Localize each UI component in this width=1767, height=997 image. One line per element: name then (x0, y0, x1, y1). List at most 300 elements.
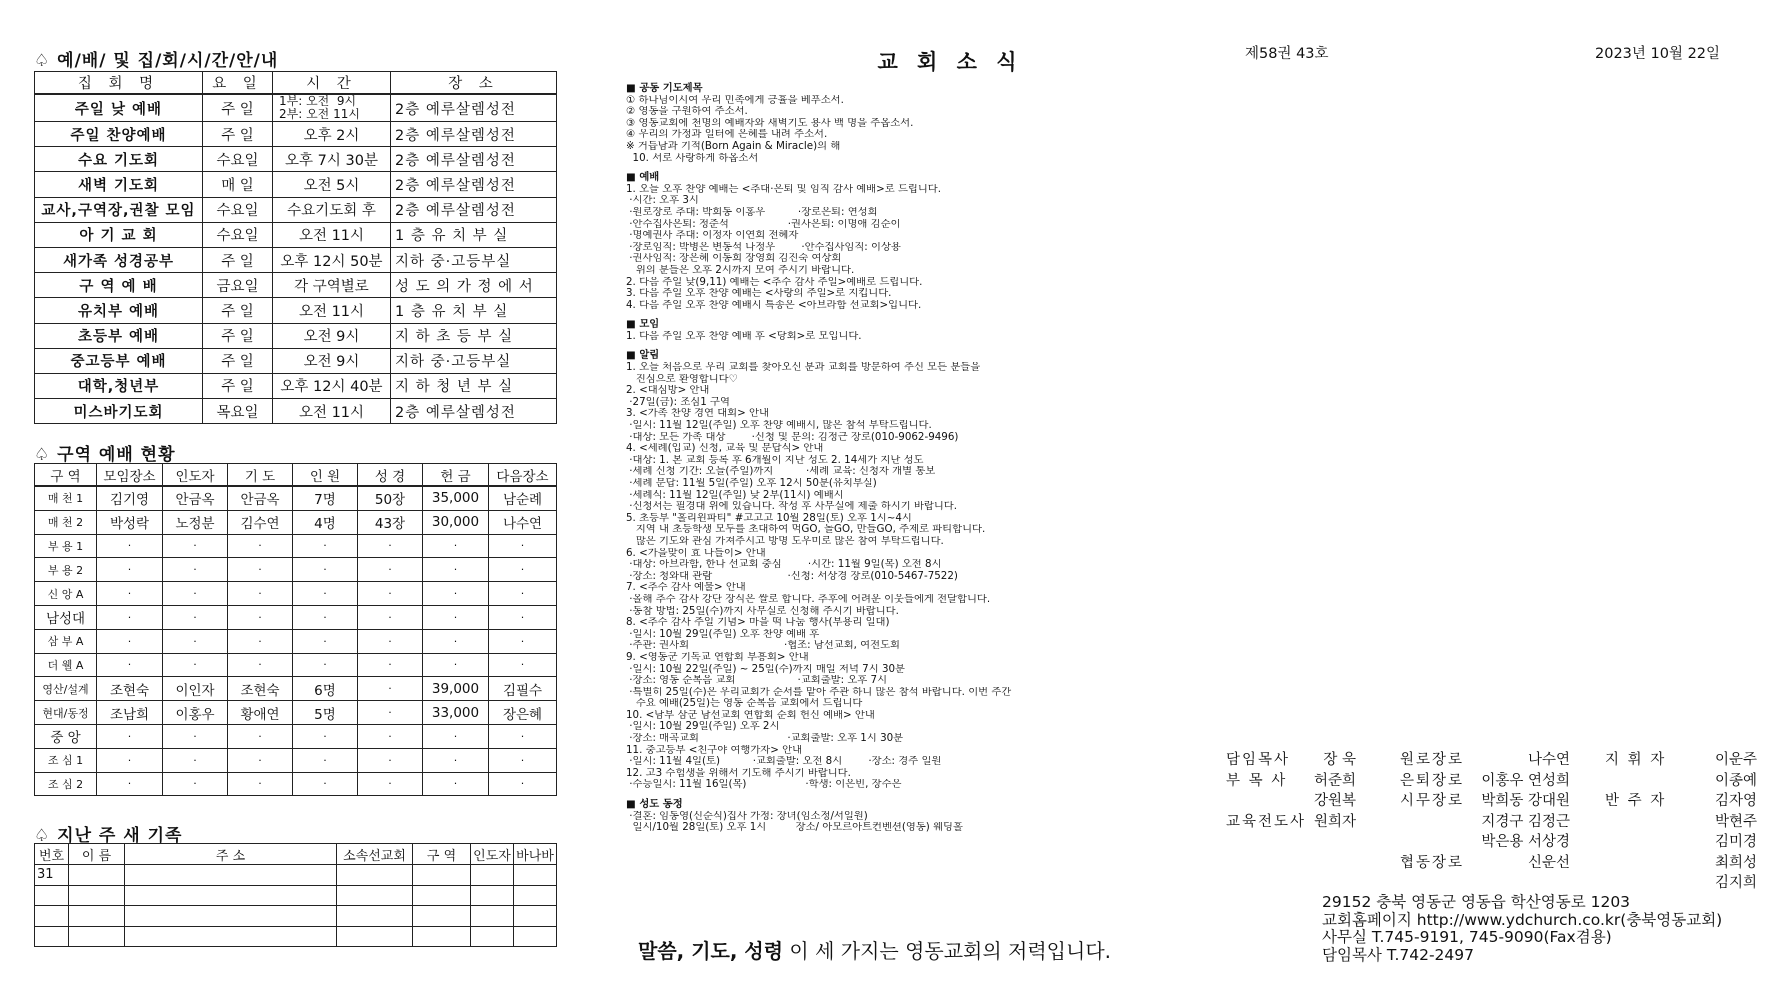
news-line: ·주관: 권사회 ·협조: 남선교회, 여전도회 (626, 640, 900, 652)
news-line: ·안수집사은퇴: 정준석 ·권사은퇴: 이명애 김순이 (626, 218, 901, 230)
district-cell: 김기영 (97, 486, 163, 510)
district-cell: · (163, 653, 228, 677)
news-line: 1. 오늘 오후 찬양 예배는 <추대·은퇴 및 임직 감사 예배>로 드립니다. (626, 183, 942, 195)
newcomer-cell (69, 906, 125, 927)
worship-row (35, 172, 557, 197)
news-title: 교 회 소 식 (877, 50, 1023, 74)
news-section (626, 799, 1126, 834)
worship-header-cell: 장 소 (391, 72, 557, 95)
newcomer-cell (337, 906, 413, 927)
meeting-time: 오전 9시 (273, 323, 391, 348)
meeting-time: 각 구역별로 (273, 273, 391, 298)
newcomer-cell (35, 926, 69, 947)
address-line: 교회홈페이지 http://www.ydchurch.co.kr(충북영동교회) (1322, 910, 1723, 929)
news-line: ·권사임직: 장은혜 이동희 장영희 김진숙 여상희 (626, 253, 842, 265)
district-cell: 부 용 2 (35, 558, 97, 582)
meeting-day: 주 일 (203, 323, 273, 348)
worship-header-cell: 집 회 명 (35, 72, 203, 95)
district-cell: · (489, 605, 557, 629)
staff-row (1400, 810, 1570, 831)
district-cell: 부 용 1 (35, 534, 97, 558)
staff-name: 장 욱 (1323, 752, 1356, 768)
staff-row (1605, 871, 1757, 892)
district-cell: · (489, 558, 557, 582)
meeting-day: 주 일 (203, 348, 273, 373)
meeting-name: 구 역 예 배 (35, 273, 203, 298)
newcomer-cell (514, 885, 557, 906)
meeting-place: 지 하 초 등 부 실 (391, 323, 557, 348)
address-line: 사무실 T.745-9191, 745-9090(Fax겸용) (1322, 928, 1612, 946)
newcomer-cell (337, 885, 413, 906)
meeting-time: 1부: 오전 9시 2부: 오전 11시 (273, 94, 391, 122)
district-cell: 삼 부 A (35, 629, 97, 653)
meeting-time: 오후 2시 (273, 122, 391, 147)
district-header-cell: 모임장소 (97, 464, 163, 487)
district-cell: · (163, 629, 228, 653)
newcomer-cell (35, 885, 69, 906)
meeting-name: 대학,청년부 (35, 373, 203, 398)
news-line: 3. <가족 찬양 경연 대회> 안내 (626, 408, 769, 420)
news-line: ·장소: 매곡교회 ·교회출발: 오후 1시 30분 (626, 733, 904, 745)
news-line: 지역 내 초등학생 모두를 초대하여 먹GO, 놀GO, 만들GO, 주제로 파티합니다. (626, 524, 986, 536)
newcomer-cell (514, 906, 557, 927)
staff-pastors (1226, 748, 1356, 830)
news-line: ·대상: 모든 가족 대상 ·신청 및 문의: 김정근 장로(010-9062-9496) (626, 431, 959, 443)
district-cell: · (293, 772, 358, 796)
meeting-time: 오전 11시 (273, 298, 391, 323)
newcomer-cell (471, 906, 514, 927)
district-cell: · (423, 558, 489, 582)
meeting-name: 유치부 예배 (35, 298, 203, 323)
news-line: ·올해 추수 감사 강단 장식은 쌀로 합니다. 추후에 어려운 이웃들에게 전달합니다. (626, 593, 991, 605)
meeting-time: 오후 12시 50분 (273, 247, 391, 272)
district-cell: · (358, 558, 423, 582)
district-cell: · (163, 534, 228, 558)
news-line: ·결혼: 임동영(신순식)집사 가정: 장녀(임소정/서일원) (626, 810, 868, 822)
district-cell: 35,000 (423, 486, 489, 510)
news-line: 2. 다음 주일 낮(9,11) 예배는 <추수 감사 주일>예배로 드립니다. (626, 276, 923, 288)
news-line: 일시/10월 28일(토) 오후 1시 장소/ 아모르아트컨벤션(영동) 웨딩홀 (626, 822, 963, 834)
staff-row (1400, 789, 1570, 810)
news-line: 7. <추수 감사 예물> 안내 (626, 582, 746, 594)
meeting-time: 오전 9시 (273, 348, 391, 373)
newcomer-row (35, 865, 557, 886)
staff-row (1605, 830, 1757, 851)
news-line: 1. 오늘 처음으로 우리 교회를 찾아오신 분과 교회를 방문하여 주신 모든 분들을 (626, 362, 981, 374)
news-section-heading: ■ 알림 (626, 349, 660, 362)
news-line: 10. 서로 사랑하게 하옵소서 (626, 152, 759, 164)
district-row (35, 629, 557, 653)
news-line: ·세례식: 11월 12일(주일) 낮 2부(11시) 예배시 (626, 489, 844, 501)
district-cell: 조현숙 (97, 677, 163, 701)
newcomer-header-cell: 구 역 (413, 844, 471, 865)
district-cell: · (293, 534, 358, 558)
news-line: 11. 중고등부 <친구야 여행가자> 안내 (626, 744, 803, 756)
address-line: 29152 충북 영동군 영동읍 학산영동로 1203 (1322, 893, 1631, 911)
meeting-place: 2층 예루살렘성전 (391, 172, 557, 197)
staff-name: 원희자 (1313, 813, 1356, 830)
staff-row (1605, 748, 1757, 769)
district-cell: · (423, 629, 489, 653)
church-news (626, 80, 1126, 842)
district-header-cell: 인도자 (163, 464, 228, 487)
district-cell: · (163, 605, 228, 629)
district-cell: 5명 (293, 701, 358, 725)
district-cell: 장은혜 (489, 701, 557, 725)
news-line: ① 하나님이시여 우리 민족에게 긍휼을 베푸소서. (626, 94, 844, 106)
newcomer-header-cell: 소속선교회 (337, 844, 413, 865)
staff-row (1605, 851, 1757, 872)
newcomer-header-cell: 바나바 (514, 844, 557, 865)
district-row (35, 724, 557, 748)
newcomer-cell (514, 865, 557, 886)
district-cell: · (97, 772, 163, 796)
newcomer-cell (69, 926, 125, 947)
district-cell: · (423, 724, 489, 748)
newcomer-header-cell: 주 소 (125, 844, 337, 865)
district-cell: · (97, 582, 163, 606)
district-cell: 박성락 (97, 510, 163, 534)
meeting-place: 2층 예루살렘성전 (391, 147, 557, 172)
district-cell: · (163, 772, 228, 796)
church-address (1322, 894, 1722, 964)
worship-row (35, 222, 557, 247)
news-line: ·신청서는 필경대 위에 있습니다. 작성 후 사무실에 제출 하시기 바랍니다. (626, 501, 958, 513)
news-section-heading: ■ 성도 동정 (626, 798, 683, 811)
district-header-cell: 헌 금 (423, 464, 489, 487)
news-line: ·일시: 10월 22일(주일) ~ 25일(수)까지 매일 저녁 7시 30분 (626, 663, 906, 675)
newcomer-table (34, 843, 557, 947)
district-cell: 50장 (358, 486, 423, 510)
district-cell: 7명 (293, 486, 358, 510)
staff-row (1226, 789, 1356, 810)
worship-row (35, 323, 557, 348)
district-cell: · (293, 724, 358, 748)
worship-header-cell: 시 간 (273, 72, 391, 95)
news-line: 수요 예배(25일)는 영동 순복음 교회에서 드립니다 (626, 698, 863, 710)
district-cell: · (358, 605, 423, 629)
district-cell: · (228, 582, 293, 606)
newcomer-cell (69, 885, 125, 906)
meeting-time: 수요기도회 후 (273, 197, 391, 222)
meeting-day: 주 일 (203, 122, 273, 147)
news-line: ※ 거듭남과 기적(Born Again & Miracle)의 해 (626, 140, 841, 152)
district-cell: 조 심 1 (35, 748, 97, 772)
district-cell: · (423, 748, 489, 772)
news-line: 위의 분들은 오후 2시까지 모여 주시기 바랍니다. (626, 264, 855, 276)
meeting-place: 지 하 청 년 부 실 (391, 373, 557, 398)
staff-row (1400, 769, 1570, 790)
meeting-day: 매 일 (203, 172, 273, 197)
worship-row (35, 147, 557, 172)
staff-row (1605, 769, 1757, 790)
district-cell: · (228, 605, 293, 629)
meeting-day: 주 일 (203, 94, 273, 122)
news-line: 진심으로 환영합니다♡ (626, 373, 738, 385)
staff-role: 지 휘 자 (1605, 752, 1667, 768)
district-cell: · (358, 701, 423, 725)
worship-row (35, 298, 557, 323)
district-row (35, 772, 557, 796)
district-cell: · (228, 653, 293, 677)
district-cell: · (489, 748, 557, 772)
newcomer-cell (69, 865, 125, 886)
district-cell: 조남희 (97, 701, 163, 725)
staff-row (1226, 810, 1356, 831)
district-row (35, 605, 557, 629)
district-status-table (34, 463, 557, 796)
meeting-name: 주일 낮 예배 (35, 94, 203, 122)
district-cell: · (489, 772, 557, 796)
newcomer-cell (471, 865, 514, 886)
district-cell: · (97, 629, 163, 653)
district-cell: · (293, 653, 358, 677)
district-cell: · (163, 582, 228, 606)
newcomer-cell (471, 926, 514, 947)
district-cell: 33,000 (423, 701, 489, 725)
district-cell: · (358, 653, 423, 677)
staff-role: 협동장로 (1400, 854, 1465, 871)
meeting-day: 수요일 (203, 197, 273, 222)
worship-row (35, 399, 557, 424)
district-cell: 30,000 (423, 510, 489, 534)
news-section (626, 350, 1126, 791)
newcomer-row (35, 926, 557, 947)
newcomer-cell (471, 885, 514, 906)
news-line: 12. 고3 수험생을 위해서 기도해 주시기 바랍니다. (626, 767, 851, 779)
district-cell: · (423, 534, 489, 558)
district-header-cell: 기 도 (228, 464, 293, 487)
worship-row (35, 197, 557, 222)
newcomer-cell (413, 885, 471, 906)
newcomer-row (35, 906, 557, 927)
district-cell: · (358, 748, 423, 772)
district-cell: 매 천 1 (35, 486, 97, 510)
district-cell: · (228, 534, 293, 558)
meeting-time: 오후 7시 30분 (273, 147, 391, 172)
district-cell: 안금옥 (163, 486, 228, 510)
district-cell: · (423, 582, 489, 606)
district-row (35, 582, 557, 606)
news-line: ·대상: 1. 본 교회 등록 후 6개월이 지난 성도 2. 14세가 지난 성도 (626, 454, 924, 466)
news-line: 8. <추수 감사 주일 기념> 마을 떡 나눔 행사(부용리 일대) (626, 617, 890, 629)
motto-bold: 말씀, 기도, 성령 (638, 939, 784, 963)
staff-role: 시무장로 (1400, 793, 1465, 809)
district-cell: 조현숙 (228, 677, 293, 701)
staff-name: 이홍우 연성희 (1481, 772, 1570, 789)
newcomer-row (35, 885, 557, 906)
staff-name: 신운선 (1527, 854, 1570, 871)
meeting-place: 2층 예루살렘성전 (391, 122, 557, 147)
staff-name: 허준희 (1313, 772, 1356, 789)
news-line: ·일시: 11월 12일(주일) 오후 찬양 예배시, 많은 참석 부탁드립니다. (626, 420, 932, 432)
worship-row (35, 273, 557, 298)
district-cell: · (293, 558, 358, 582)
district-cell: 조 심 2 (35, 772, 97, 796)
news-line: ·일시: 11월 4일(토) ·교회출발: 오전 8시 ·장소: 경주 일원 (626, 756, 942, 768)
news-line: ·일시: 10월 29일(주일) 오후 2시 (626, 721, 780, 733)
worship-row (35, 348, 557, 373)
district-cell: · (293, 605, 358, 629)
meeting-name: 새가족 성경공부 (35, 247, 203, 272)
meeting-time: 오전 5시 (273, 172, 391, 197)
meeting-day: 수요일 (203, 222, 273, 247)
news-line: 4. <세례(입교) 신청, 교육 및 문답식> 안내 (626, 443, 824, 455)
district-header-cell: 성 경 (358, 464, 423, 487)
meeting-name: 교사,구역장,권찰 모임 (35, 197, 203, 222)
meeting-day: 목요일 (203, 399, 273, 424)
news-line: 10. <남부 삼군 남선교회 연합회 순회 헌신 예배> 안내 (626, 709, 875, 721)
district-cell: · (358, 629, 423, 653)
news-line: 6. <가을맞이 효 나들이> 안내 (626, 547, 766, 559)
district-cell: 매 천 2 (35, 510, 97, 534)
meeting-name: 수요 기도회 (35, 147, 203, 172)
news-line: 1. 다음 주일 오후 찬양 예배 후 <당회>로 모입니다. (626, 330, 862, 342)
news-line: ·일시: 10월 29일(주일) 오후 찬양 예배 후 (626, 628, 820, 640)
newcomer-title: ♤ 지난 주 새 기족 (34, 826, 183, 846)
news-line: ·27일(금): 조심1 구역 (626, 396, 730, 408)
motto-rest: 이 세 가지는 영동교회의 저력입니다. (783, 939, 1111, 963)
meeting-place: 2층 예루살렘성전 (391, 399, 557, 424)
district-cell: 노정분 (163, 510, 228, 534)
meeting-name: 초등부 예배 (35, 323, 203, 348)
news-line: 2. <대심방> 안내 (626, 385, 710, 397)
meeting-time: 오후 12시 40분 (273, 373, 391, 398)
district-cell: · (97, 653, 163, 677)
meeting-day: 금요일 (203, 273, 273, 298)
district-status-title: ♤ 구역 예배 현황 (34, 445, 176, 465)
news-line: ·세례 신청 기간: 오늘(주일)까지 ·세례 교육: 신청자 개별 통보 (626, 466, 936, 478)
staff-row (1226, 748, 1356, 769)
newcomer-header-cell: 이 름 (69, 844, 125, 865)
district-cell: 39,000 (423, 677, 489, 701)
newcomer-cell (125, 926, 337, 947)
district-row (35, 653, 557, 677)
staff-name: 박현주 (1714, 813, 1757, 830)
staff-name: 김자영 (1714, 793, 1757, 809)
district-cell: · (228, 748, 293, 772)
meeting-place: 2층 예루살렘성전 (391, 197, 557, 222)
staff-name: 지경구 김정근 (1481, 813, 1570, 830)
newcomer-cell (514, 926, 557, 947)
news-line: ·장로임직: 박병은 변동석 나정우 ·안수집사임직: 이상용 (626, 241, 901, 253)
staff-role: 원로장로 (1400, 752, 1465, 768)
worship-schedule-table (34, 71, 557, 424)
staff-name: 이운주 (1714, 752, 1757, 768)
district-cell: · (423, 772, 489, 796)
staff-name: 강원복 (1313, 793, 1356, 809)
district-cell: 남성대 (35, 605, 97, 629)
district-cell: · (358, 582, 423, 606)
district-row (35, 510, 557, 534)
staff-role: 은퇴장로 (1400, 772, 1465, 789)
district-cell: · (228, 724, 293, 748)
staff-row (1605, 789, 1757, 810)
news-line: 5. 초등부 "홀리윈파티" #고고고 10월 28일(토) 오후 1시~4시 (626, 512, 912, 524)
meeting-name: 중고등부 예배 (35, 348, 203, 373)
staff-name: 나수연 (1527, 752, 1570, 768)
news-line: 4. 다음 주일 오후 찬양 예배시 특송은 <아브라함 선교회>입니다. (626, 299, 922, 311)
staff-name: 김지희 (1714, 875, 1757, 891)
district-cell: · (228, 629, 293, 653)
news-line: ·장소: 영동 순복음 교회 ·교회출발: 오후 7시 (626, 675, 888, 687)
issue-number: 제58권 43호 (1245, 46, 1329, 62)
district-header-cell: 구 역 (35, 464, 97, 487)
worship-header-cell: 요 일 (203, 72, 273, 95)
district-cell: · (489, 629, 557, 653)
staff-name: 김미경 (1714, 834, 1757, 850)
news-line: ·대상: 아브라함, 한나 선교회 중심 ·시간: 11월 9일(목) 오전 8시 (626, 559, 942, 571)
district-cell: · (97, 558, 163, 582)
newcomer-cell (337, 865, 413, 886)
district-cell: · (358, 724, 423, 748)
news-section-heading: ■ 공동 기도제목 (626, 82, 703, 94)
district-cell: · (97, 605, 163, 629)
news-line: ·특별히 25일(수)은 우리교회가 순서를 맡아 주관 하니 많은 참석 바랍니다. 이번 주간 (626, 686, 1012, 698)
district-cell: · (163, 748, 228, 772)
news-line: ·장소: 청와대 관람 ·신청: 서상경 장로(010-5467-7522) (626, 570, 958, 582)
meeting-day: 주 일 (203, 298, 273, 323)
newcomer-cell (125, 906, 337, 927)
district-cell: · (423, 605, 489, 629)
district-cell: · (293, 748, 358, 772)
news-line: ·수능일시: 11월 16일(목) ·학생: 이은빈, 장수은 (626, 779, 902, 791)
district-cell: · (358, 534, 423, 558)
meeting-place: 1 층 유 치 부 실 (391, 222, 557, 247)
district-cell: 안금옥 (228, 486, 293, 510)
church-motto (638, 935, 1111, 964)
district-cell: · (423, 653, 489, 677)
meeting-place: 2층 예루살렘성전 (391, 94, 557, 122)
newcomer-cell (35, 906, 69, 927)
district-cell: · (163, 558, 228, 582)
meeting-day: 주 일 (203, 247, 273, 272)
district-row (35, 486, 557, 510)
district-cell: 영산/설계 (35, 677, 97, 701)
worship-schedule-title: ♤ 예/배/ 및 집/회/시/간/안/내 (34, 51, 279, 71)
newcomer-header-cell: 번호 (35, 844, 69, 865)
news-line: ·동참 방법: 25일(수)까지 사무실로 신청해 주시기 바랍니다. (626, 605, 899, 617)
newcomer-cell (413, 926, 471, 947)
district-cell: 6명 (293, 677, 358, 701)
district-row (35, 534, 557, 558)
worship-row (35, 247, 557, 272)
newcomer-cell (337, 926, 413, 947)
district-cell: · (489, 582, 557, 606)
staff-music (1605, 748, 1757, 892)
newcomer-cell: 31 (35, 865, 69, 886)
newcomer-cell (413, 865, 471, 886)
district-cell: · (489, 653, 557, 677)
news-line: ·명예권사 추대: 이정자 이연희 전혜자 (626, 230, 799, 242)
news-section (626, 83, 1126, 164)
district-cell: 더 웰 A (35, 653, 97, 677)
district-cell: · (163, 724, 228, 748)
staff-row (1400, 830, 1570, 851)
district-cell: · (489, 534, 557, 558)
worship-row (35, 122, 557, 147)
news-line: 9. <영동군 기독교 연합회 부흥회> 안내 (626, 651, 809, 663)
district-cell: 남순례 (489, 486, 557, 510)
district-cell: · (228, 558, 293, 582)
news-line: ④ 우리의 가정과 일터에 은혜를 내려 주소서. (626, 129, 828, 141)
district-cell: 43장 (358, 510, 423, 534)
news-line: ·시간: 오후 3시 (626, 195, 699, 207)
meeting-place: 1 층 유 치 부 실 (391, 298, 557, 323)
staff-row (1226, 769, 1356, 790)
news-line: 많은 기도와 관심 가져주시고 방명 도우미로 많은 참여 부탁드립니다. (626, 535, 944, 547)
district-cell: 이홍우 (163, 701, 228, 725)
